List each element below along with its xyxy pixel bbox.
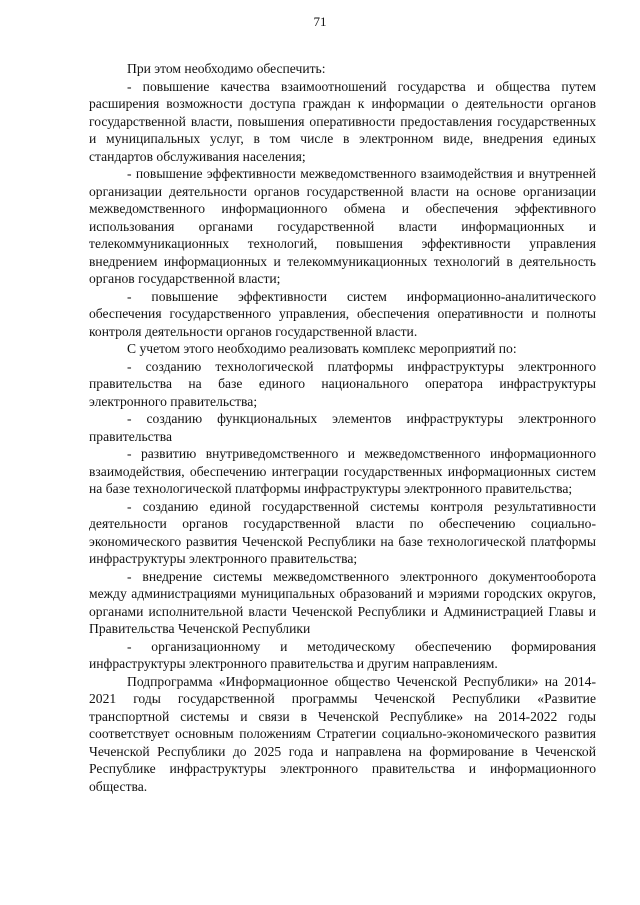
list-item-methodical-support: - организационному и методическому обеспечению формирования инфраструктуры электронного правительства и другим направлениям. — [89, 638, 596, 671]
list-item-analytics-systems: - повышение эффективности систем информационно-аналитического обеспечения государственного управления, обеспечения оперативности и полноты контроля деятельности органов государственной власти. — [89, 288, 596, 339]
page-number: 71 — [313, 14, 327, 29]
document-body — [89, 60, 596, 795]
subprogram-paragraph: Подпрограмма «Информационное общество Чеченской Республики» на 2014-2021 годы государственной программы Чеченской Республики «Развитие транспортной системы и связи в Чеченской Республике» на 2014-2022 годы соответствует основным положениям Стратегии социально-экономического развития Чеченской Республики до 2025 года и направлена на формирование в Чеченской Республике инфраструктуры электронного правительства и информационного общества. — [89, 673, 596, 794]
list-item-service-quality: - повышение качества взаимоотношений государства и общества путем расширения возможности доступа граждан к информации о деятельности органов государственной власти, повышения оперативности предоставления государственных и муниципальных услуг, в том числе в электронном виде, внедрения единых стандартов обслуживания населения; — [89, 78, 596, 164]
list-item-interagency-efficiency: - повышение эффективности межведомственного взаимодействия и внутренней организации деятельности органов государственной власти на основе организации межведомственного информационного обмена и обеспечения эффективного использования органами государственной власти информационных и телекоммуникационных технологий, повышения эффективности управления внедрением информационных и телекоммуникационных технологий в деятельность органов государственной власти; — [89, 166, 596, 286]
list-item-tech-platform: - созданию технологической платформы инфраструктуры электронного правительства на базе единого национального оператора инфраструктуры электронного правительства; — [89, 358, 596, 409]
measures-intro-paragraph: С учетом этого необходимо реализовать комплекс мероприятий по: — [127, 341, 517, 356]
list-item-information-interaction: - развитию внутриведомственного и межведомственного информационного взаимодействия, обеспечению интеграции государственных информационных систем на базе технологической платформы инфраструктуры электронного правительства; — [89, 446, 596, 496]
list-item-functional-elements: - созданию функциональных элементов инфраструктуры электронного правительства — [89, 411, 596, 444]
intro-paragraph: При этом необходимо обеспечить: — [127, 61, 326, 76]
list-item-control-system: - созданию единой государственной системы контроля результативности деятельности органов государственной власти по обеспечению социально-экономического развития Чеченской Республики на базе технологической платформы инфраструктуры электронного правительства; — [89, 498, 596, 566]
list-item-document-flow: - внедрение системы межведомственного электронного документооборота между администрациями муниципальных образований и мэриями городских округов, органами исполнительной власти Чеченской Республики и Администрацией Главы и Правительства Чеченской Республики — [89, 568, 596, 636]
